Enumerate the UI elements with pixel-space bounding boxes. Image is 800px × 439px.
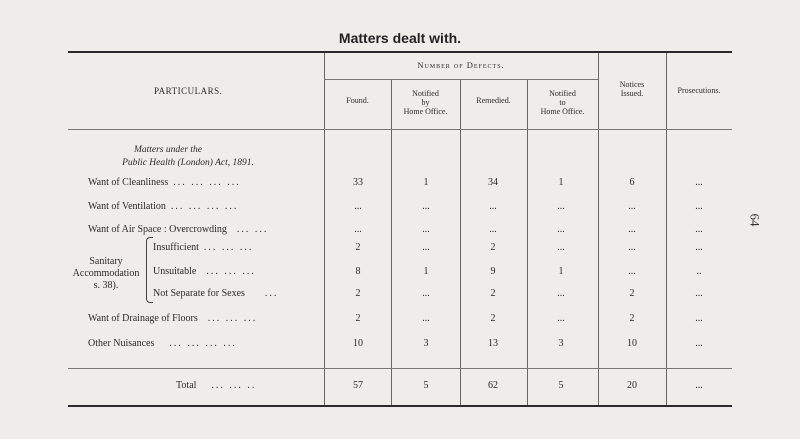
cell-notices: ... xyxy=(628,201,636,212)
cell-notified-by: 1 xyxy=(423,177,429,188)
cell-prosecutions: ... xyxy=(695,177,703,188)
cell-found: 2 xyxy=(355,288,361,299)
cell-notices: ... xyxy=(628,224,636,235)
cell-prosecutions: ... xyxy=(695,313,703,324)
cell-remedied: 2 xyxy=(490,313,496,324)
page-number: 64 xyxy=(747,213,763,227)
row-label: Want of Cleanliness ... ... ... ... xyxy=(88,177,241,188)
col-divider xyxy=(666,53,667,405)
total-notices: 20 xyxy=(627,380,637,391)
col-divider xyxy=(527,79,528,405)
remedied-header: Remedied. xyxy=(476,96,511,105)
col-divider xyxy=(460,79,461,405)
cell-notices: ... xyxy=(628,242,636,253)
total-found: 57 xyxy=(353,380,363,391)
cell-remedied: 2 xyxy=(490,288,496,299)
cell-notices: 6 xyxy=(629,177,635,188)
total-remedied: 62 xyxy=(488,380,498,391)
top-rule xyxy=(68,51,732,53)
cell-notified-to: ... xyxy=(557,201,565,212)
cell-found: 8 xyxy=(355,266,361,277)
cell-notified-to: 1 xyxy=(558,266,564,277)
col-divider xyxy=(598,53,599,405)
cell-remedied: 34 xyxy=(488,177,498,188)
cell-prosecutions: ... xyxy=(695,201,703,212)
cell-prosecutions: .. xyxy=(696,266,702,277)
cell-notified-by: 3 xyxy=(423,338,429,349)
cell-notified-to: ... xyxy=(557,288,565,299)
cell-notified-by: ... xyxy=(422,242,430,253)
row-label: Want of Air Space : Overcrowding ... ... xyxy=(88,224,269,235)
cell-notified-to: ... xyxy=(557,242,565,253)
cell-notified-to: ... xyxy=(557,313,565,324)
act-heading-line2: Public Health (London) Act, 1891. xyxy=(122,158,254,168)
cell-notified-to: ... xyxy=(557,224,565,235)
found-header: Found. xyxy=(346,96,369,105)
cell-found: ... xyxy=(354,224,362,235)
col-divider xyxy=(391,79,392,405)
total-rule xyxy=(68,368,732,369)
notified-to-header: Notified to Home Office. xyxy=(540,89,585,117)
row-label: Insufficient ... ... ... xyxy=(153,242,254,253)
number-of-defects-header: Number of Defects. xyxy=(417,60,505,70)
cell-found: 10 xyxy=(353,338,363,349)
prosecutions-header: Prosecutions. xyxy=(677,86,721,95)
cell-prosecutions: ... xyxy=(695,338,703,349)
cell-prosecutions: ... xyxy=(695,288,703,299)
cell-remedied: ... xyxy=(489,201,497,212)
row-label: Unsuitable ... ... ... xyxy=(153,266,256,277)
row-label: Want of Drainage of Floors ... ... ... xyxy=(88,313,258,324)
act-heading-line1: Matters under the xyxy=(133,145,203,155)
cell-prosecutions: ... xyxy=(695,242,703,253)
total-label: Total ... ... .. xyxy=(176,380,257,391)
page-title: Matters dealt with. xyxy=(338,30,462,46)
cell-notified-to: 3 xyxy=(558,338,564,349)
sanitary-label: Sanitary Accommodation s. 38). xyxy=(72,256,140,291)
row-label: Not Separate for Sexes ... xyxy=(153,288,279,299)
total-prosecutions: ... xyxy=(695,380,703,391)
cell-found: 33 xyxy=(353,177,363,188)
col-divider xyxy=(324,53,325,405)
cell-notified-to: 1 xyxy=(558,177,564,188)
notices-issued-header: Notices Issued. xyxy=(619,80,645,99)
cell-notices: ... xyxy=(628,266,636,277)
header-rule xyxy=(68,129,732,130)
cell-found: 2 xyxy=(355,313,361,324)
notified-by-header: Notified by Home Office. xyxy=(403,89,448,117)
cell-prosecutions: ... xyxy=(695,224,703,235)
cell-found: 2 xyxy=(355,242,361,253)
row-label: Other Nuisances ... ... ... ... xyxy=(88,338,237,349)
particulars-header: PARTICULARS. xyxy=(154,86,223,96)
row-label: Want of Ventilation ... ... ... ... xyxy=(88,201,239,212)
cell-notices: 2 xyxy=(629,313,635,324)
bottom-rule xyxy=(68,405,732,407)
cell-notified-by: 1 xyxy=(423,266,429,277)
defects-subrule xyxy=(324,79,598,80)
cell-remedied: 2 xyxy=(490,242,496,253)
sanitary-brace xyxy=(146,237,153,303)
cell-remedied: 9 xyxy=(490,266,496,277)
total-notified-by: 5 xyxy=(423,380,429,391)
cell-notices: 10 xyxy=(627,338,637,349)
cell-notified-by: ... xyxy=(422,224,430,235)
total-notified-to: 5 xyxy=(558,380,564,391)
cell-found: ... xyxy=(354,201,362,212)
cell-remedied: 13 xyxy=(488,338,498,349)
cell-notified-by: ... xyxy=(422,201,430,212)
cell-notified-by: ... xyxy=(422,313,430,324)
cell-notified-by: ... xyxy=(422,288,430,299)
cell-notices: 2 xyxy=(629,288,635,299)
cell-remedied: ... xyxy=(489,224,497,235)
